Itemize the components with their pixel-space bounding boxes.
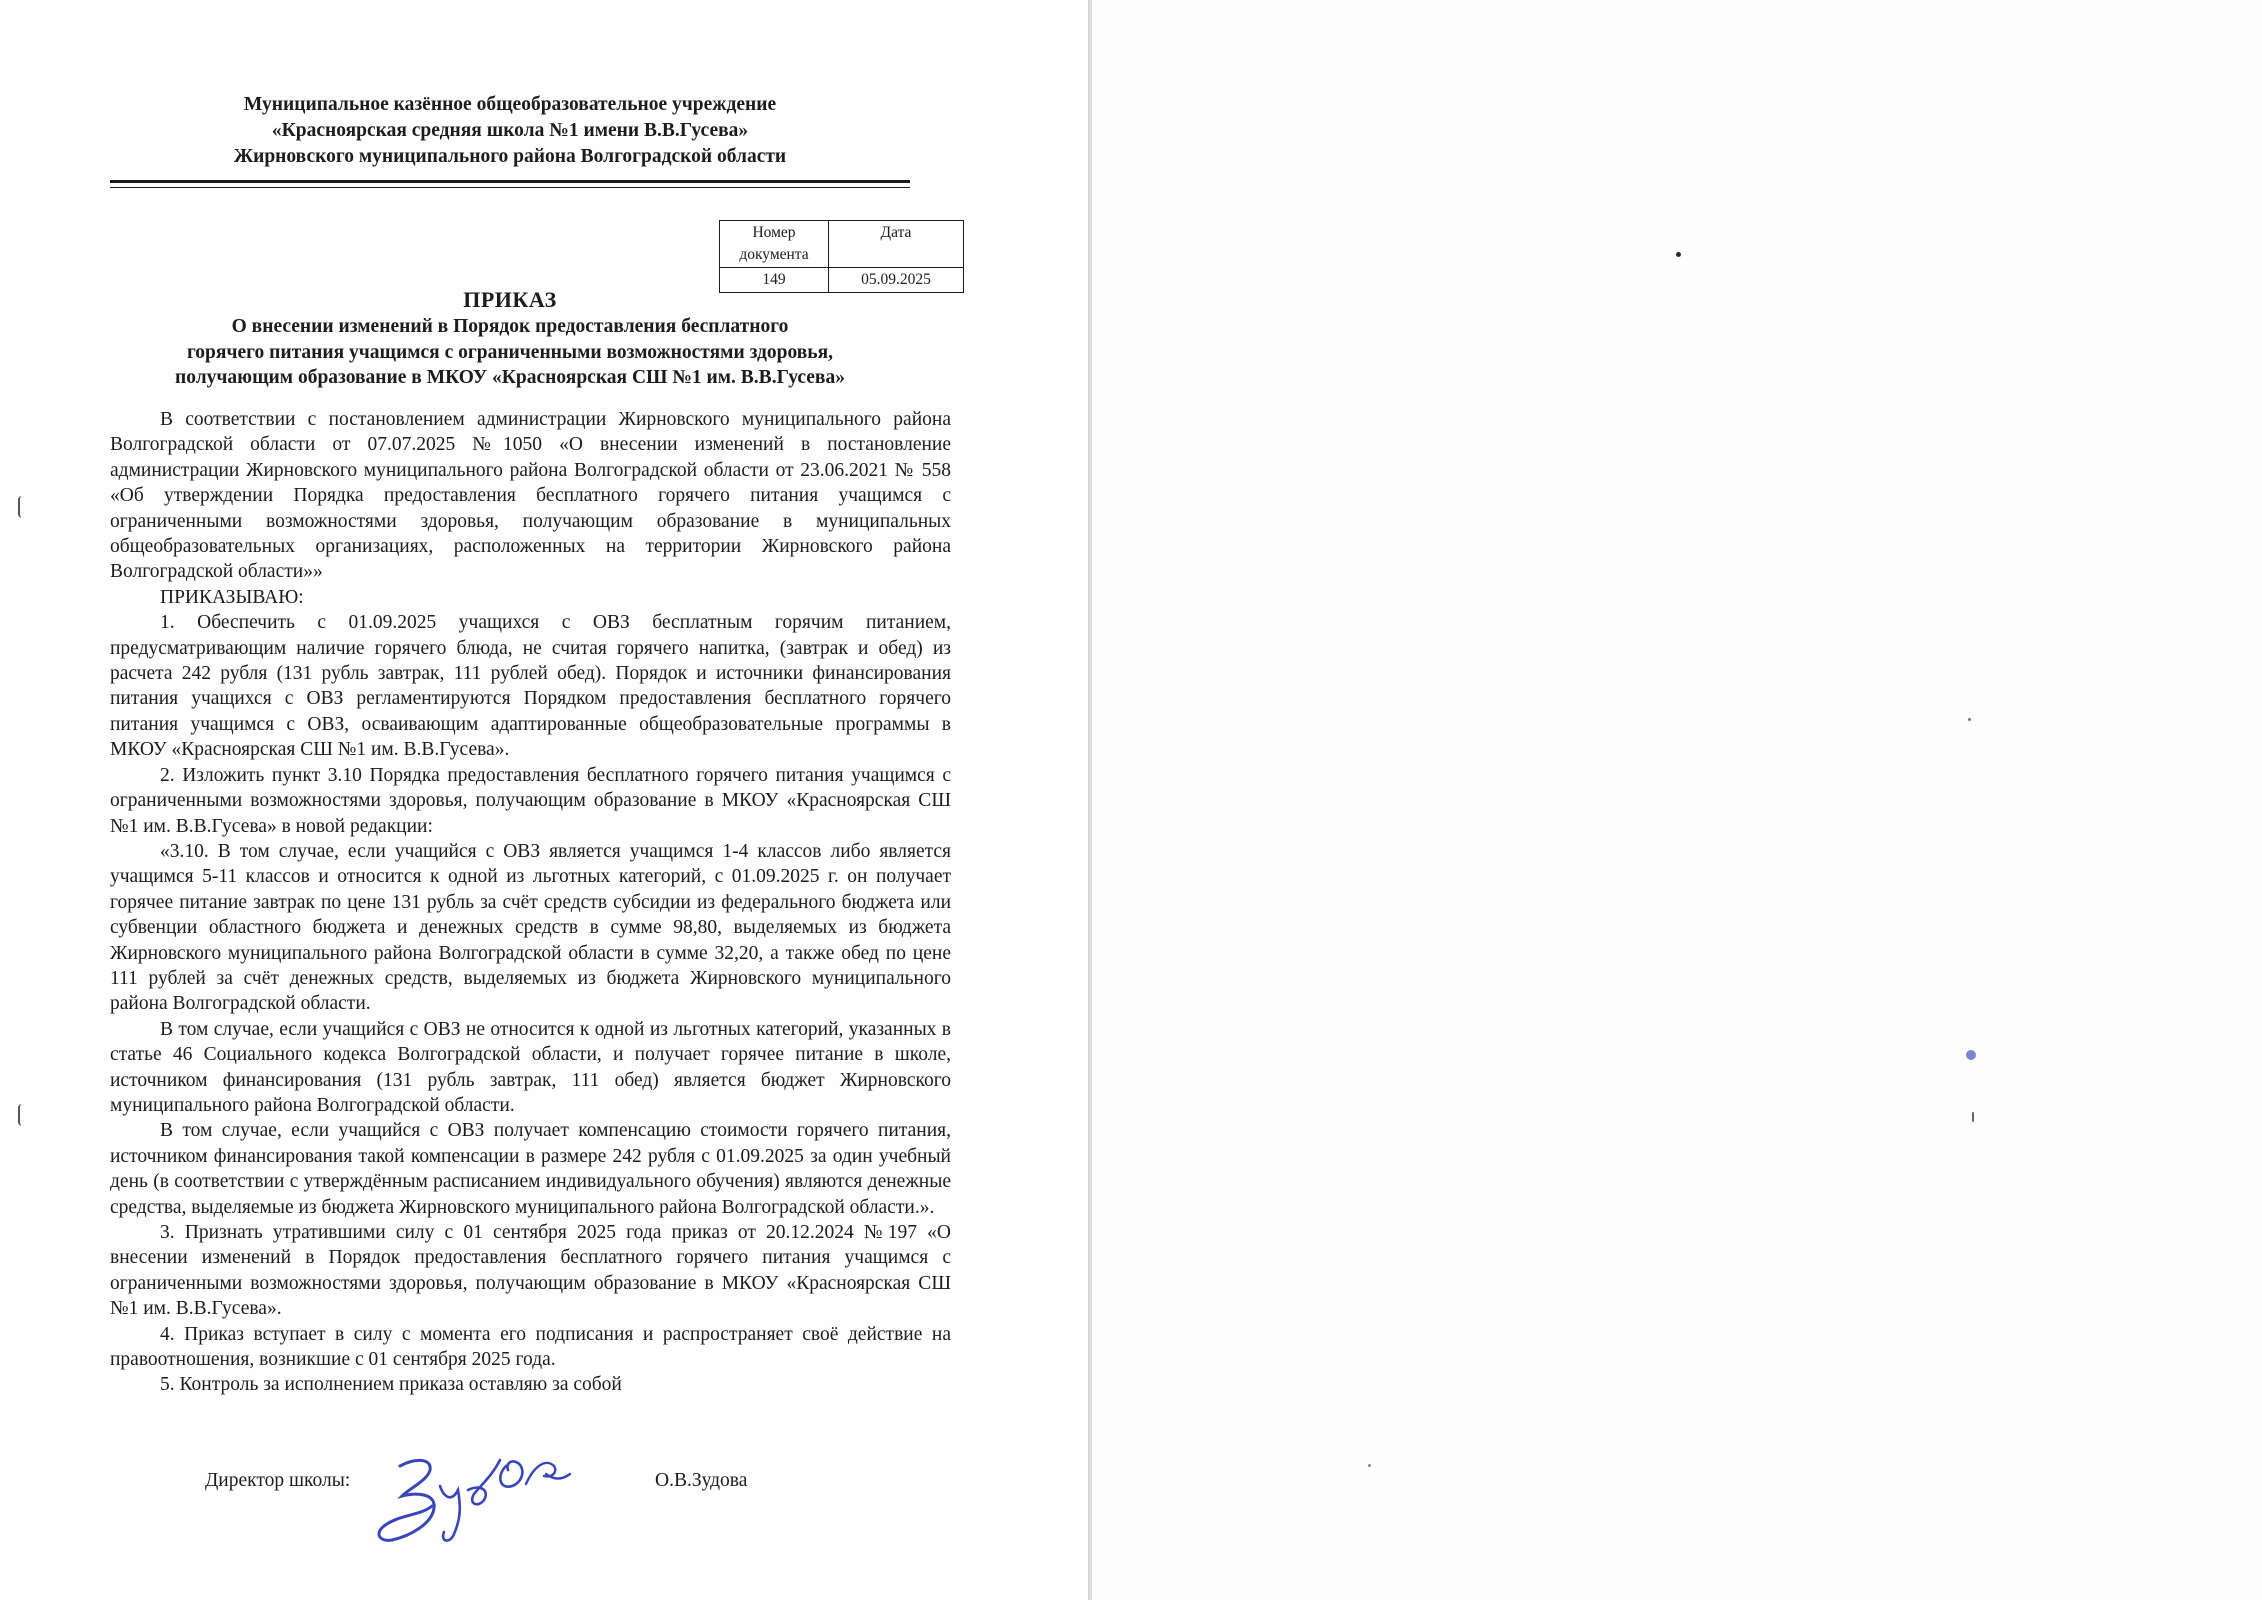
item-3-paragraph: 3. Признать утратившими силу с 01 сентября 2025 года приказ от 20.12.2024 №197 «О внесении изменений в Порядок предоставления бесплатного горячего питания учащимся с ограниченными возможностями здоровья, получающим образование в МКОУ «Красноярская СШ №1 им. В.В.Гусева».: [110, 1222, 951, 1320]
left-page: [0, 0, 1088, 1600]
document-subtitle: [110, 314, 910, 391]
right-page: [1092, 0, 2262, 1600]
item-1-paragraph: 1. Обеспечить с 01.09.2025 учащихся с ОВЗ бесплатным горячим питанием, предусматривающим наличие горячего блюда, не считая горячего напитка, (завтрак и обед) из расчета 242 рубля (131 рубль завтрак, 111 рублей обед). Порядок и источники финансирования питания учащихся с ОВЗ регламентируются Порядком предоставления бесплатного горячего питания учащимся с ОВЗ, осваивающим адаптированные общеобразовательные программы в МКОУ «Красноярская СШ №1 им. В.В.Гусева».: [110, 612, 951, 761]
document-number-table: [719, 220, 964, 293]
subtitle-line-1: О внесении изменений в Порядок предоставления бесплатного: [231, 316, 789, 337]
number-label-cell: [720, 221, 829, 268]
margin-mark: [18, 496, 26, 518]
scan-speck: [1368, 1464, 1371, 1467]
date-label-cell: Дата: [829, 221, 964, 268]
header-divider: [110, 180, 910, 188]
header-line-2: «Красноярская средняя школа №1 имени В.В.Гусева»: [271, 120, 749, 141]
signature-label: Директор школы:: [205, 1470, 351, 1491]
item-4-paragraph: 4. Приказ вступает в силу с момента его подписания и распространяет своё действие на правоотношения, возникшие с 01 сентября 2025 года.: [110, 1323, 951, 1371]
item-5-paragraph: 5. Контроль за исполнением приказа оставляю за собой: [160, 1374, 622, 1396]
number-label-line-2: документа: [739, 246, 809, 263]
intro-paragraph: В соответствии с постановлением администрации Жирновского муниципального района Волгоградской области от 07.07.2025 №1050 «О внесении изменений в постановление администрации Жирновского муниципального района Волгоградской области от 23.06.2021 № 558 «Об утверждении Порядка предоставления бесплатного горячего питания учащимся с ограниченными возможностями здоровья, получающим образование в муниципальных общеобразовательных организациях, расположенных на территории Жирновского района Волгоградской области»»: [110, 409, 951, 583]
institution-header: [110, 92, 910, 170]
date-value-cell: 05.09.2025: [829, 268, 964, 293]
header-line-1: Муниципальное казённое общеобразовательное учреждение: [243, 94, 777, 115]
item-2-clause-1: «3.10. В том случае, если учащийся с ОВЗ является учащимся 1-4 классов либо является учащимся 5-11 классов и относится к одной из льготных категорий, с 01.09.2025 г. он получает горячее питание завтрак по цене 131 рубль за счёт средств субсидии из федерального бюджета или субвенции областного бюджета и денежных средств в сумме 98,80, выделяемых из бюджета Жирновского муниципального района Волгоградской области в сумме 32,20, а также обед по цене 111 рублей за счёт денежных средств, выделяемых из бюджета Жирновского муниципального района Волгоградской области.: [110, 840, 951, 1015]
order-word: ПРИКАЗЫВАЮ:: [160, 586, 304, 608]
item-2-clause-2: В том случае, если учащийся с ОВЗ не относится к одной из льготных категорий, указанных в статье 46 Социального кодекса Волгоградской области, и получает горячее питание в школе, источником финансирования (131 рубль завтрак, 111 обед) является бюджет Жирновского муниципального района Волгоградской области.: [110, 1018, 951, 1116]
number-label-line-1: Номер: [752, 224, 796, 241]
handwritten-signature: [340, 1436, 580, 1554]
subtitle-line-3: получающим образование в МКОУ «Красноярская СШ №1 им. В.В.Гусева»: [175, 367, 845, 388]
scan-speck: [1968, 718, 1971, 721]
item-2-paragraph: 2. Изложить пункт 3.10 Порядка предоставления бесплатного горячего питания учащимся с ограниченными возможностями здоровья, получающим образование в МКОУ «Красноярская СШ №1 им. В.В.Гусева» в новой редакции:: [110, 764, 951, 837]
subtitle-line-2: горячего питания учащимся с ограниченными возможностями здоровья,: [186, 341, 834, 363]
document-title: ПРИКАЗ: [463, 287, 557, 312]
header-line-3: Жирновского муниципального района Волгоградской области: [233, 146, 787, 167]
number-value-cell: 149: [720, 268, 829, 293]
margin-mark: [18, 1104, 26, 1126]
document-body: [110, 407, 951, 1398]
director-name: О.В.Зудова: [655, 1470, 748, 1491]
item-2-clause-3: В том случае, если учащийся с ОВЗ получает компенсацию стоимости горячего питания, источником финансирования такой компенсации в размере 242 рубля с 01.09.2025 за один учебный день (в соответствии с утверждённым расписанием индивидуального обучения) являются денежные средства, выделяемые из бюджета Жирновского муниципального района Волгоградской области.».: [110, 1120, 951, 1218]
ink-speck: [1966, 1050, 1976, 1060]
scan-speck: [1972, 1112, 1974, 1122]
scan-speck: [1676, 252, 1681, 257]
